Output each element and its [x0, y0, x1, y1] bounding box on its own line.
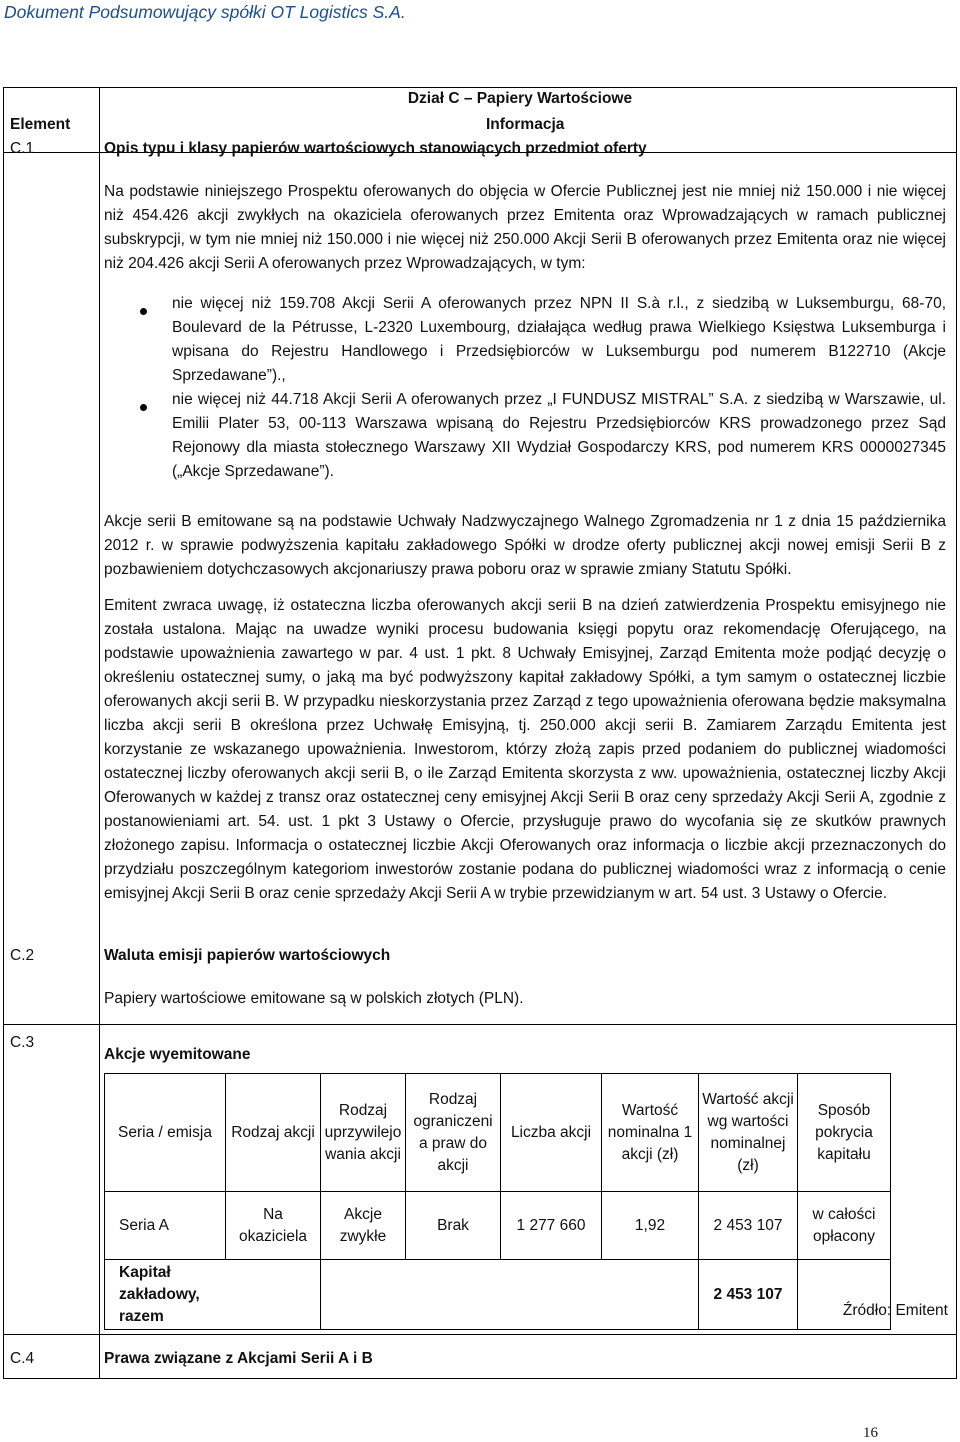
shares-table: [104, 1073, 891, 1330]
heading-c3: Akcje wyemitowane: [104, 1046, 251, 1063]
element-id-c1: C.1: [10, 140, 35, 157]
c1-paragraph-3: Emitent zwraca uwagę, iż ostateczna liczba oferowanych akcji serii B na dzień zatwierdzenia Prospektu emisyjnego nie została ustalona. Mając na uwadze wyniki procesu budowania księgi popytu oraz rekomendację Oferującego, na podstawie upoważnienia zawartego w par. 4 ust. 1 pkt. 8 Uchwały Emisyjnej, Zarząd Emitenta może podjąć decyzję o określeniu ostatecznej sumy, o jaką ma być podwyższony kapitał zakładowy Spółki, a tym samym o ostatecznej liczbie oferowanych akcji serii B. W przypadku nieskorzystania przez Zarząd z tego upoważnienia oferowana będzie maksymalna liczba akcji serii B określona przez Uchwałę Emisyjną, tj. 250.000 akcji serii B. Zamiarem Zarządu Emitenta jest korzystanie ze wskazanego upoważnienia. Inwestorom, którzy złożą zapis przed podaniem do publicznej wiadomości ostatecznej liczby oferowanych akcji serii B, o ile Zarząd Emitenta skorzysta z ww. upoważnienia, ostatecznej liczby Akcji Oferowanych w każdej z transz oraz ostatecznej ceny emisyjnej Akcji Serii B oraz ceny sprzedaży Akcji Serii A, zgodnie z postanowieniami art. 54. ust. 1 pkt 3 Ustawy o Ofercie, przysługuje prawo do wycofania się ze skutków prawnych złożonego zapisu. Informacja o ostatecznej liczbie Akcji Oferowanych oraz informacja o liczbie akcji przeznaczonych do przydziału poszczególnym kategoriom inwestorów zostanie podana do publicznej wiadomości wraz z informacją o cenie emisyjnej Akcji Serii B oraz cenie sprzedaży Akcji Serii A w trybie przewidzianym w art. 54 ust. 3 Ustawy o Ofercie.: [104, 597, 946, 902]
section-title: Dział C – Papiery Wartościowe: [407, 90, 633, 107]
c1-intro-text: Na podstawie niniejszego Prospektu oferowanych do objęcia w Ofercie Publicznej jest nie mniej niż 150.000 i nie więcej niż 454.426 akcji zwykłych na okaziciela oferowanych przez Emitenta oraz Wprowadzających w ramach publicznej subskrypcji, w tym nie mniej niż 150.000 i nie więcej niż 250.000 Akcji Serii B oferowanych przez Emitenta oraz nie więcej niż 204.426 akcji Serii A oferowanych przez Wprowadzających, w tym:: [104, 183, 946, 272]
th-restriction: Rodzaj ograniczeni a praw do akcji: [406, 1074, 501, 1192]
cell-total-label: [105, 1260, 321, 1330]
row-divider-c3: [4, 1024, 956, 1025]
shares-table-total-row: [105, 1260, 891, 1330]
shares-table-header-row: [105, 1074, 891, 1192]
th-preference: Rodzaj uprzywilejo wania akcji: [321, 1074, 406, 1192]
cell-total-nominal: 2 453 107: [699, 1192, 798, 1260]
page-number: 16: [863, 1425, 878, 1441]
cell-restriction: Brak: [406, 1192, 501, 1260]
bullet-icon: [140, 404, 147, 411]
th-total-nominal: Wartość akcji wg wartości nominalnej (zł): [699, 1074, 798, 1192]
th-series: Seria / emisja: [105, 1074, 226, 1192]
c2-text: Papiery wartościowe emitowane są w polskich złotych (PLN).: [104, 990, 524, 1007]
th-share-count: Liczba akcji: [501, 1074, 602, 1192]
heading-c2: Waluta emisji papierów wartościowych: [104, 947, 391, 964]
cell-total-empty: [321, 1260, 699, 1330]
c1-paragraph-2: Akcje serii B emitowane są na podstawie Uchwały Nadzwyczajnego Walnego Zgromadzenia nr 1 z dnia 15 października 2012 r. w sprawie podwyższenia kapitału zakładowego Spółki w drodze oferty publicznej akcji nowej emisji Serii B z pozbawieniem dotychczasowych akcjonariuszy prawa poboru oraz w sprawie zmiany Statutu Spółki.: [104, 513, 946, 578]
th-share-type: Rodzaj akcji: [226, 1074, 321, 1192]
row-divider-c4: [4, 1334, 956, 1335]
c1-intro-paragraph: [104, 180, 946, 276]
total-label-text: Kapitał zakładowy, razem: [119, 1263, 200, 1325]
c1-bullet-1: nie więcej niż 159.708 Akcji Serii A oferowanych przez NPN II S.à r.l., z siedzibą w Luksemburgu, 68-70, Boulevard de la Pétrusse, L-2320 Luxembourg, działająca według prawa Wielkiego Księstwa Luksemburga i wpisana do Rejestru Handlowego i Przedsiębiorców w Luksemburgu pod numerem B122710 (Akcje Sprzedawane”).,: [172, 295, 946, 384]
cell-series: Seria A: [105, 1192, 226, 1260]
element-id-c2: C.2: [10, 947, 35, 964]
table-source: Źródło: Emitent: [842, 1302, 948, 1319]
th-payment: Sposób pokrycia kapitału: [798, 1074, 891, 1192]
column-header-info: Informacja: [486, 116, 565, 133]
cell-total-value: 2 453 107: [699, 1260, 798, 1330]
shares-table-row: [105, 1192, 891, 1260]
cell-preference: Akcje zwykłe: [321, 1192, 406, 1260]
element-id-c4: C.4: [10, 1350, 35, 1367]
heading-c4: Prawa związane z Akcjami Serii A i B: [104, 1350, 373, 1367]
column-header-element: Element: [10, 116, 71, 133]
cell-nominal-value: 1,92: [602, 1192, 699, 1260]
th-nominal-value: Wartość nominalna 1 akcji (zł): [602, 1074, 699, 1192]
column-divider: [99, 88, 100, 1378]
heading-c1: Opis typu i klasy papierów wartościowych stanowiących przedmiot oferty: [104, 140, 647, 157]
bullet-icon: [140, 308, 147, 315]
element-id-c3: C.3: [10, 1034, 35, 1051]
c1-bullet-2: nie więcej niż 44.718 Akcji Serii A oferowanych przez „I FUNDUSZ MISTRAL” S.A. z siedzibą w Warszawie, ul. Emilii Plater 53, 00-113 Warszawa wpisaną do Rejestru Przedsiębiorców KRS prowadzonego przez Sąd Rejonowy dla miasta stołecznego Warszawy XII Wydział Gospodarczy KRS, pod numerem KRS 0000027345 („Akcje Sprzedawane”).: [172, 391, 946, 480]
cell-payment: w całości opłacony: [798, 1192, 891, 1260]
cell-share-count: 1 277 660: [501, 1192, 602, 1260]
page-header: Dokument Podsumowujący spółki OT Logistics S.A.: [4, 2, 406, 22]
cell-share-type: Na okaziciela: [226, 1192, 321, 1260]
